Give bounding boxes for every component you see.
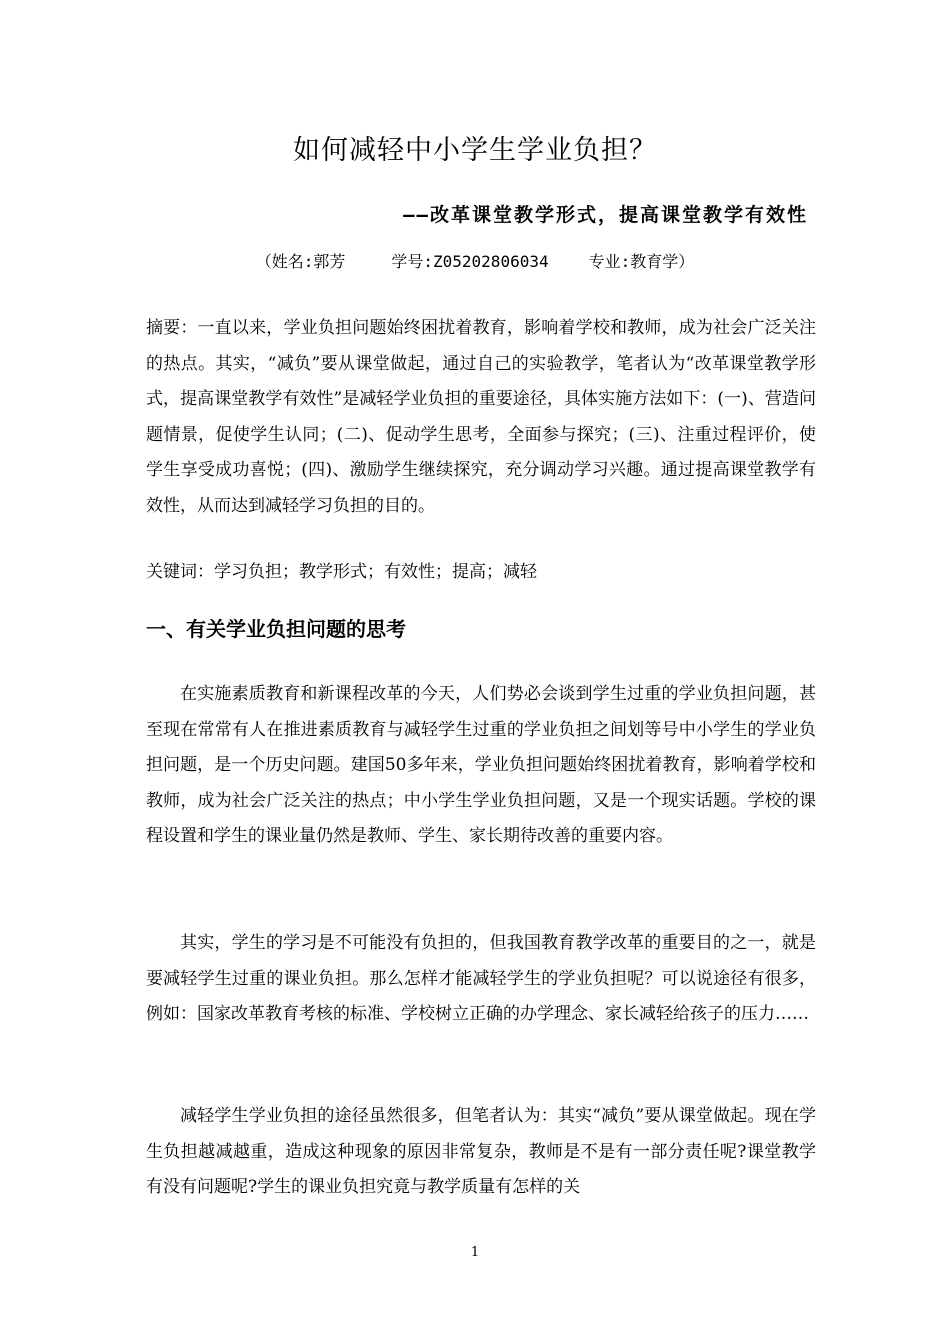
author-student-id: 学号:Z05202806034 bbox=[391, 252, 549, 271]
document-title: 如何减轻中小学生学业负担？ bbox=[293, 135, 657, 166]
document-subtitle: ——改革课堂教学形式，提高课堂教学有效性 bbox=[403, 204, 808, 226]
page-number: 1 bbox=[470, 1245, 480, 1260]
body-paragraph: 减轻学生学业负担的途径虽然很多，但笔者认为：其实“减负”要从课堂做起。现在学生负担越减越重，造成这种现象的原因非常复杂，教师是不是有一部分责任呢?课堂教学有没有问题呢?学生的课业负担究竟与教学质量有怎样的关 bbox=[146, 1106, 816, 1197]
keywords-line: 关键词：学习负担；教学形式；有效性；提高；减轻 bbox=[146, 562, 537, 582]
section-heading-1: 一、有关学业负担问题的思考 bbox=[146, 617, 406, 641]
author-info-line bbox=[0, 249, 950, 275]
author-close-paren: ） bbox=[678, 252, 695, 271]
abstract-paragraph: 摘要：一直以来，学业负担问题始终困扰着教育，影响着学校和教师，成为社会广泛关注的热点。其实，“减负”要从课堂做起，通过自己的实验教学，笔者认为“改革课堂教学形式，提高课堂教学有效性”是减轻学业负担的重要途径，具体实施方法如下：(一)、营造问题情景，促使学生认同；(二)、促动学生思考，全面参与探究；(三)、注重过程评价，使学生享受成功喜悦；(四)、激励学生继续探究，充分调动学习兴趣。通过提高课堂教学有效性，从而达到减轻学习负担的目的。 bbox=[146, 318, 816, 516]
author-open-paren: （ bbox=[255, 252, 272, 271]
author-name: 姓名:郭芳 bbox=[271, 252, 346, 271]
body-paragraph: 其实，学生的学习是不可能没有负担的，但我国教育教学改革的重要目的之一，就是要减轻学生过重的课业负担。那么怎样才能减轻学生的学业负担呢？可以说途径有很多，例如：国家改革教育考核的标准、学校树立正确的办学理念、家长减轻给孩子的压力…… bbox=[146, 933, 816, 1024]
body-paragraph: 在实施素质教育和新课程改革的今天，人们势必会谈到学生过重的学业负担问题，甚至现在常常有人在推进素质教育与减轻学生过重的学业负担之间划等号中小学生的学业负担问题，是一个历史问题。建国50多年来，学业负担问题始终困扰着教育，影响着学校和教师，成为社会广泛关注的热点；中小学生学业负担问题，又是一个现实话题。学校的课程设置和学生的课业量仍然是教师、学生、家长期待改善的重要内容。 bbox=[146, 684, 816, 846]
author-major: 专业:教育学 bbox=[588, 252, 679, 271]
